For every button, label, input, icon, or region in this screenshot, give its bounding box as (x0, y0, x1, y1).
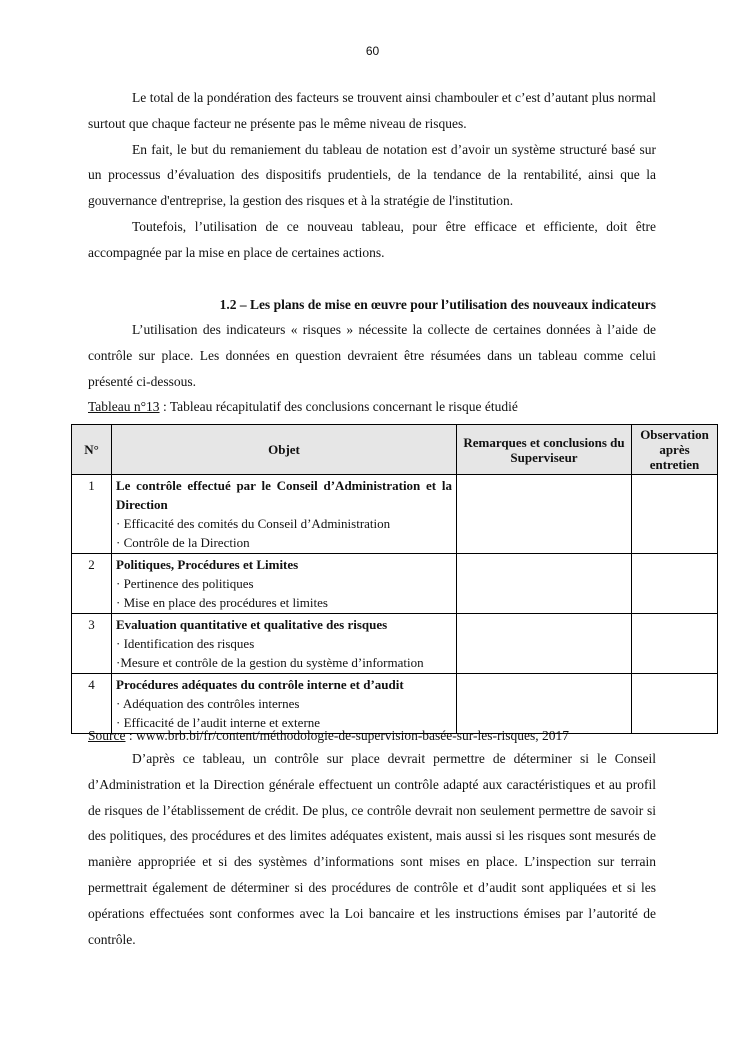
row-remarks (457, 614, 632, 674)
row-title: Procédures adéquates du contrôle interne et d’audit (116, 677, 404, 692)
table-row (72, 475, 718, 554)
header-object: Objet (112, 425, 457, 475)
source-line (88, 726, 708, 746)
row-object (112, 674, 457, 734)
row-object (112, 614, 457, 674)
section-text (88, 317, 656, 394)
row-observation (632, 475, 718, 554)
row-item: · Pertinence des politiques (116, 576, 254, 591)
row-item: · Contrôle de la Direction (116, 535, 250, 550)
closing-text (88, 746, 656, 952)
paragraph: En fait, le but du remaniement du tableau de notation est d’avoir un système structuré basé sur un processus d’évaluation des dispositifs prudentiels, de la tendance de la rentabilité, ainsi que la gouvernance d'entreprise, la gestion des risques et à la stratégie de l'institution. (88, 141, 656, 209)
row-number: 2 (72, 554, 112, 614)
paragraph: Toutefois, l’utilisation de ce nouveau tableau, pour être efficace et efficiente, doit être accompagnée par la mise en place de certaines actions. (88, 218, 656, 260)
row-object (112, 475, 457, 554)
table-caption (88, 396, 708, 418)
section-heading: 1.2 – Les plans de mise en œuvre pour l’utilisation des nouveaux indicateurs (219, 297, 656, 312)
summary-table (71, 424, 718, 734)
row-remarks (457, 475, 632, 554)
table-row (72, 554, 718, 614)
row-item: · Identification des risques (116, 636, 255, 651)
row-title: Le contrôle effectué par le Conseil d’Administration et la Direction (116, 478, 452, 512)
table-caption-label: Tableau n°13 (88, 399, 160, 414)
row-item: ·Mesure et contrôle de la gestion du système d’information (116, 655, 424, 670)
row-number: 4 (72, 674, 112, 734)
row-observation (632, 674, 718, 734)
source-text: : www.brb.bi/fr/content/méthodologie-de-supervision-basée-sur-les-risques, 2017 (125, 728, 569, 743)
header-num: N° (72, 425, 112, 475)
table-caption-text: : Tableau récapitulatif des conclusions concernant le risque étudié (159, 399, 518, 414)
row-number: 1 (72, 475, 112, 554)
row-object (112, 554, 457, 614)
row-observation (632, 554, 718, 614)
row-remarks (457, 674, 632, 734)
row-item: · Adéquation des contrôles internes (116, 696, 300, 711)
row-item: · Efficacité des comités du Conseil d’Administration (116, 516, 391, 531)
page-number: 60 (365, 44, 380, 58)
paragraph: L’utilisation des indicateurs « risques » nécessite la collecte de certaines données à l’aide de contrôle sur place. Les données en question devraient être résumées dans un tableau comme celui présenté ci-dessous. (88, 322, 656, 389)
row-item: · Efficacité de l’audit interne et externe (116, 715, 321, 730)
paragraph: D’après ce tableau, un contrôle sur place devrait permettre de déterminer si le Conseil d’Administration et la Direction générale effectuent un contrôle adapté aux caractéristiques et au profil de risques de l’établissement de crédit. De plus, ce contrôle devrait non seulement permettre de savoir si des politiques, des procédures et des limites adéquates existent, mais aussi si les risques sont mesurés de manière appropriée et si des systèmes d’informations sont mises en place. L’inspection sur terrain permettrait également de déterminer si des procédures de contrôle et d’audit sont appliquées et si les opérations effectuées sont conformes avec la Loi bancaire et les instructions émises par l’autorité de contrôle. (88, 751, 656, 947)
paragraph: Le total de la pondération des facteurs se trouvent ainsi chambouler et c’est d’autant plus normal surtout que chaque facteur ne présente pas le même niveau de risques. (88, 90, 656, 131)
header-observation: Observation après entretien (632, 425, 718, 475)
row-number: 3 (72, 614, 112, 674)
row-title: Evaluation quantitative et qualitative des risques (116, 617, 388, 632)
row-remarks (457, 554, 632, 614)
source-label: Source (88, 728, 126, 743)
row-item: · Mise en place des procédures et limites (116, 595, 328, 610)
header-remarks: Remarques et conclusions du Superviseur (457, 425, 632, 475)
intro-text (88, 85, 656, 266)
table-row (72, 674, 718, 734)
table-row (72, 614, 718, 674)
row-observation (632, 614, 718, 674)
row-title: Politiques, Procédures et Limites (116, 557, 299, 572)
table-header-row (72, 425, 718, 475)
